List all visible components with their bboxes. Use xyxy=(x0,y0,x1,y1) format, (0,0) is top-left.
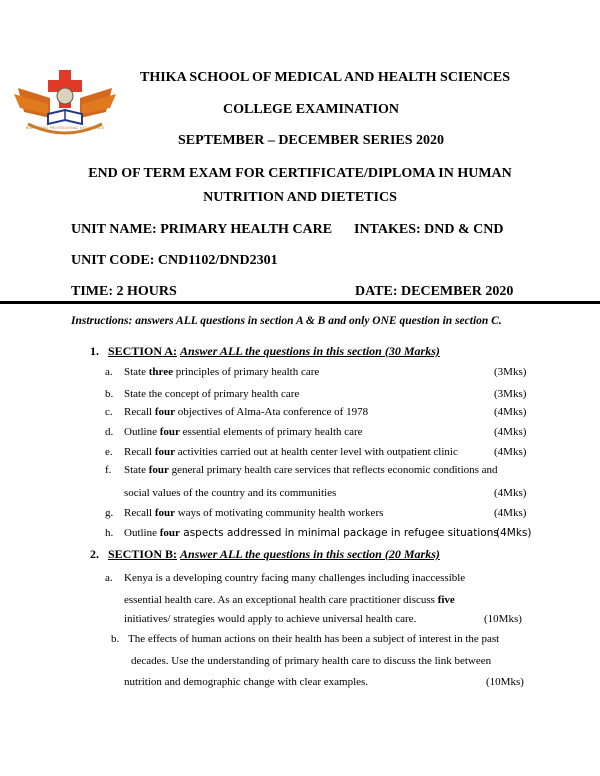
question-letter: c. xyxy=(105,406,113,418)
question-a: State three principles of primary health care xyxy=(124,366,320,378)
question-marks: (3Mks) xyxy=(494,388,527,400)
section-b-question-a-line-2: essential health care. As an exceptional health care practitioner discuss five xyxy=(124,594,455,606)
question-g: Recall four ways of motivating community health workers xyxy=(124,507,384,519)
question-marks: (10Mks) xyxy=(484,613,522,625)
question-letter: a. xyxy=(105,572,113,584)
intakes: INTAKES: DND & CND xyxy=(354,222,504,237)
question-letter: g. xyxy=(105,507,114,519)
question-d: Outline four essential elements of primary health care xyxy=(124,426,363,438)
section-b-subtitle: Answer ALL the questions in this section (20 Marks) xyxy=(180,547,440,561)
header-divider xyxy=(0,301,600,304)
question-f: State four general primary health care services that reflects economic conditions and xyxy=(124,464,498,476)
question-letter: b. xyxy=(111,633,120,645)
question-letter: d. xyxy=(105,426,114,438)
question-marks: (4Mks) xyxy=(494,426,527,438)
course-line-2: NUTRITION AND DIETETICS xyxy=(203,190,397,205)
question-letter: b. xyxy=(105,388,114,400)
school-name: THIKA SCHOOL OF MEDICAL AND HEALTH SCIENCES xyxy=(140,70,511,85)
section-b-question-a-line-3: initiatives/ strategies would apply to achieve universal health care. xyxy=(124,613,417,625)
question-marks: (4Mks) xyxy=(494,446,527,458)
question-marks: (4Mks) xyxy=(496,527,532,539)
question-marks: (4Mks) xyxy=(494,406,527,418)
question-marks: (3Mks) xyxy=(494,366,527,378)
question-marks: (4Mks) xyxy=(494,507,527,519)
question-marks: (10Mks) xyxy=(486,676,524,688)
question-marks: (4Mks) xyxy=(494,487,527,499)
question-letter: e. xyxy=(105,446,113,458)
section-b-question-b-line-3: nutrition and demographic change with clear examples. xyxy=(124,676,369,688)
question-f-line-2: social values of the country and its communities xyxy=(124,487,337,499)
question-letter: f. xyxy=(105,464,112,476)
unit-name: UNIT NAME: PRIMARY HEALTH CARE xyxy=(71,222,333,237)
instructions: Instructions: answers ALL questions in section A & B and only ONE question in section C. xyxy=(71,315,502,327)
question-b: State the concept of primary health care xyxy=(124,388,300,400)
section-a-subtitle: Answer ALL the questions in this section (30 Marks) xyxy=(180,344,440,358)
exam-title: COLLEGE EXAMINATION xyxy=(223,102,399,117)
section-b-question-b-line-1: The effects of human actions on their health has been a subject of interest in the past xyxy=(128,633,500,645)
question-c: Recall four objectives of Alma-Ata conference of 1978 xyxy=(124,406,369,418)
section-a-number: 1. xyxy=(90,344,99,358)
section-b-question-a-line-1: Kenya is a developing country facing many challenges including inaccessible xyxy=(124,572,466,584)
section-b-question-b-line-2: decades. Use the understanding of primary health care to discuss the link between xyxy=(131,655,492,667)
section-b-number: 2. xyxy=(90,547,99,561)
exam-date: DATE: DECEMBER 2020 xyxy=(355,284,514,299)
section-b-title: SECTION B: xyxy=(108,547,178,561)
section-a-title: SECTION A: xyxy=(108,344,178,358)
question-e: Recall four activities carried out at health center level with outpatient clinic xyxy=(124,446,458,458)
question-h: Outline four aspects addressed in minimal package in refugee situations xyxy=(124,527,499,539)
crest-motto: NURTURING PROFESSIONAL EXCELLENCE xyxy=(25,126,105,130)
exam-series: SEPTEMBER – DECEMBER SERIES 2020 xyxy=(177,133,445,148)
section-b-heading xyxy=(90,547,440,562)
question-letter: h. xyxy=(105,527,114,539)
course-line-1: END OF TERM EXAM FOR CERTIFICATE/DIPLOMA IN HUMAN xyxy=(88,166,512,181)
exam-time: TIME: 2 HOURS xyxy=(71,284,177,299)
question-letter: a. xyxy=(105,366,113,378)
unit-code: UNIT CODE: CND1102/DND2301 xyxy=(71,253,278,268)
section-a-heading xyxy=(90,344,440,359)
